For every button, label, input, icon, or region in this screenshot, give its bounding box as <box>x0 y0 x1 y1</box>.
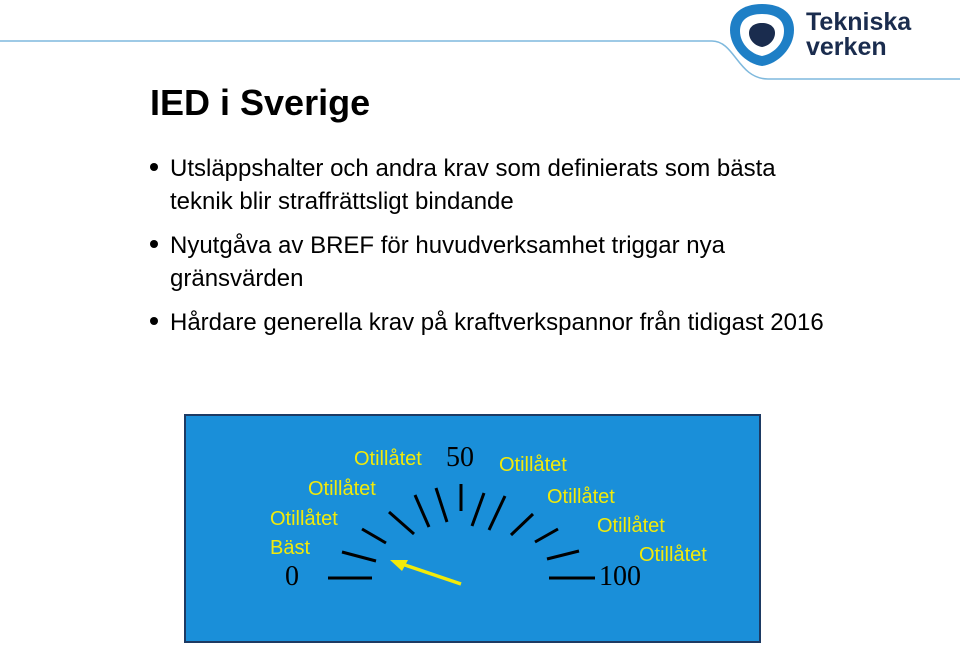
bullet-dot-icon <box>150 163 158 171</box>
gauge-tick <box>342 552 376 561</box>
gauge-zone-label: Otillåtet <box>308 478 376 500</box>
company-logo <box>726 0 960 70</box>
gauge-zone-label: Otillåtet <box>270 508 338 530</box>
gauge-zone-label: Otillåtet <box>597 515 665 537</box>
bullet-text: Nyutgåva av BREF för huvudverksamhet triggar nya gränsvärden <box>170 232 725 292</box>
bullet-item <box>150 152 830 218</box>
slide-title: IED i Sverige <box>150 82 371 123</box>
gauge-tick <box>389 512 414 534</box>
gauge-tick <box>547 551 579 559</box>
gauge-panel <box>184 414 761 643</box>
gauge-min-label: 0 <box>285 561 299 592</box>
bullet-text: Utsläppshalter och andra krav som definierats som bästa teknik blir straffrättsligt bindande <box>170 155 776 215</box>
gauge-tick <box>415 495 429 527</box>
logo-text-line1: Tekniska <box>806 8 912 36</box>
gauge-tick <box>489 496 505 530</box>
gauge-mid-label: 50 <box>446 442 474 473</box>
gauge-tick <box>535 529 558 542</box>
gauge-zone-label: Otillåtet <box>354 448 422 470</box>
logo-mark-icon <box>726 0 798 70</box>
gauge-tick <box>362 529 386 543</box>
bullet-dot-icon <box>150 317 158 325</box>
logo-text-line2: verken <box>806 33 887 61</box>
bullet-dot-icon <box>150 240 158 248</box>
gauge-best-label: Bäst <box>270 537 311 559</box>
gauge-tick <box>436 488 447 522</box>
gauge-max-label: 100 <box>599 561 641 592</box>
bullet-list <box>150 152 830 350</box>
bullet-text: Hårdare generella krav på kraftverkspannor från tidigast 2016 <box>170 309 824 336</box>
gauge-zone-label: Otillåtet <box>639 544 707 566</box>
gauge-zone-label: Otillåtet <box>547 486 615 508</box>
gauge-zone-label: Otillåtet <box>499 454 567 476</box>
gauge-tick <box>511 514 533 535</box>
gauge-needle <box>390 560 461 584</box>
bullet-item <box>150 229 830 295</box>
gauge-tick <box>472 493 484 526</box>
bullet-item <box>150 306 830 339</box>
